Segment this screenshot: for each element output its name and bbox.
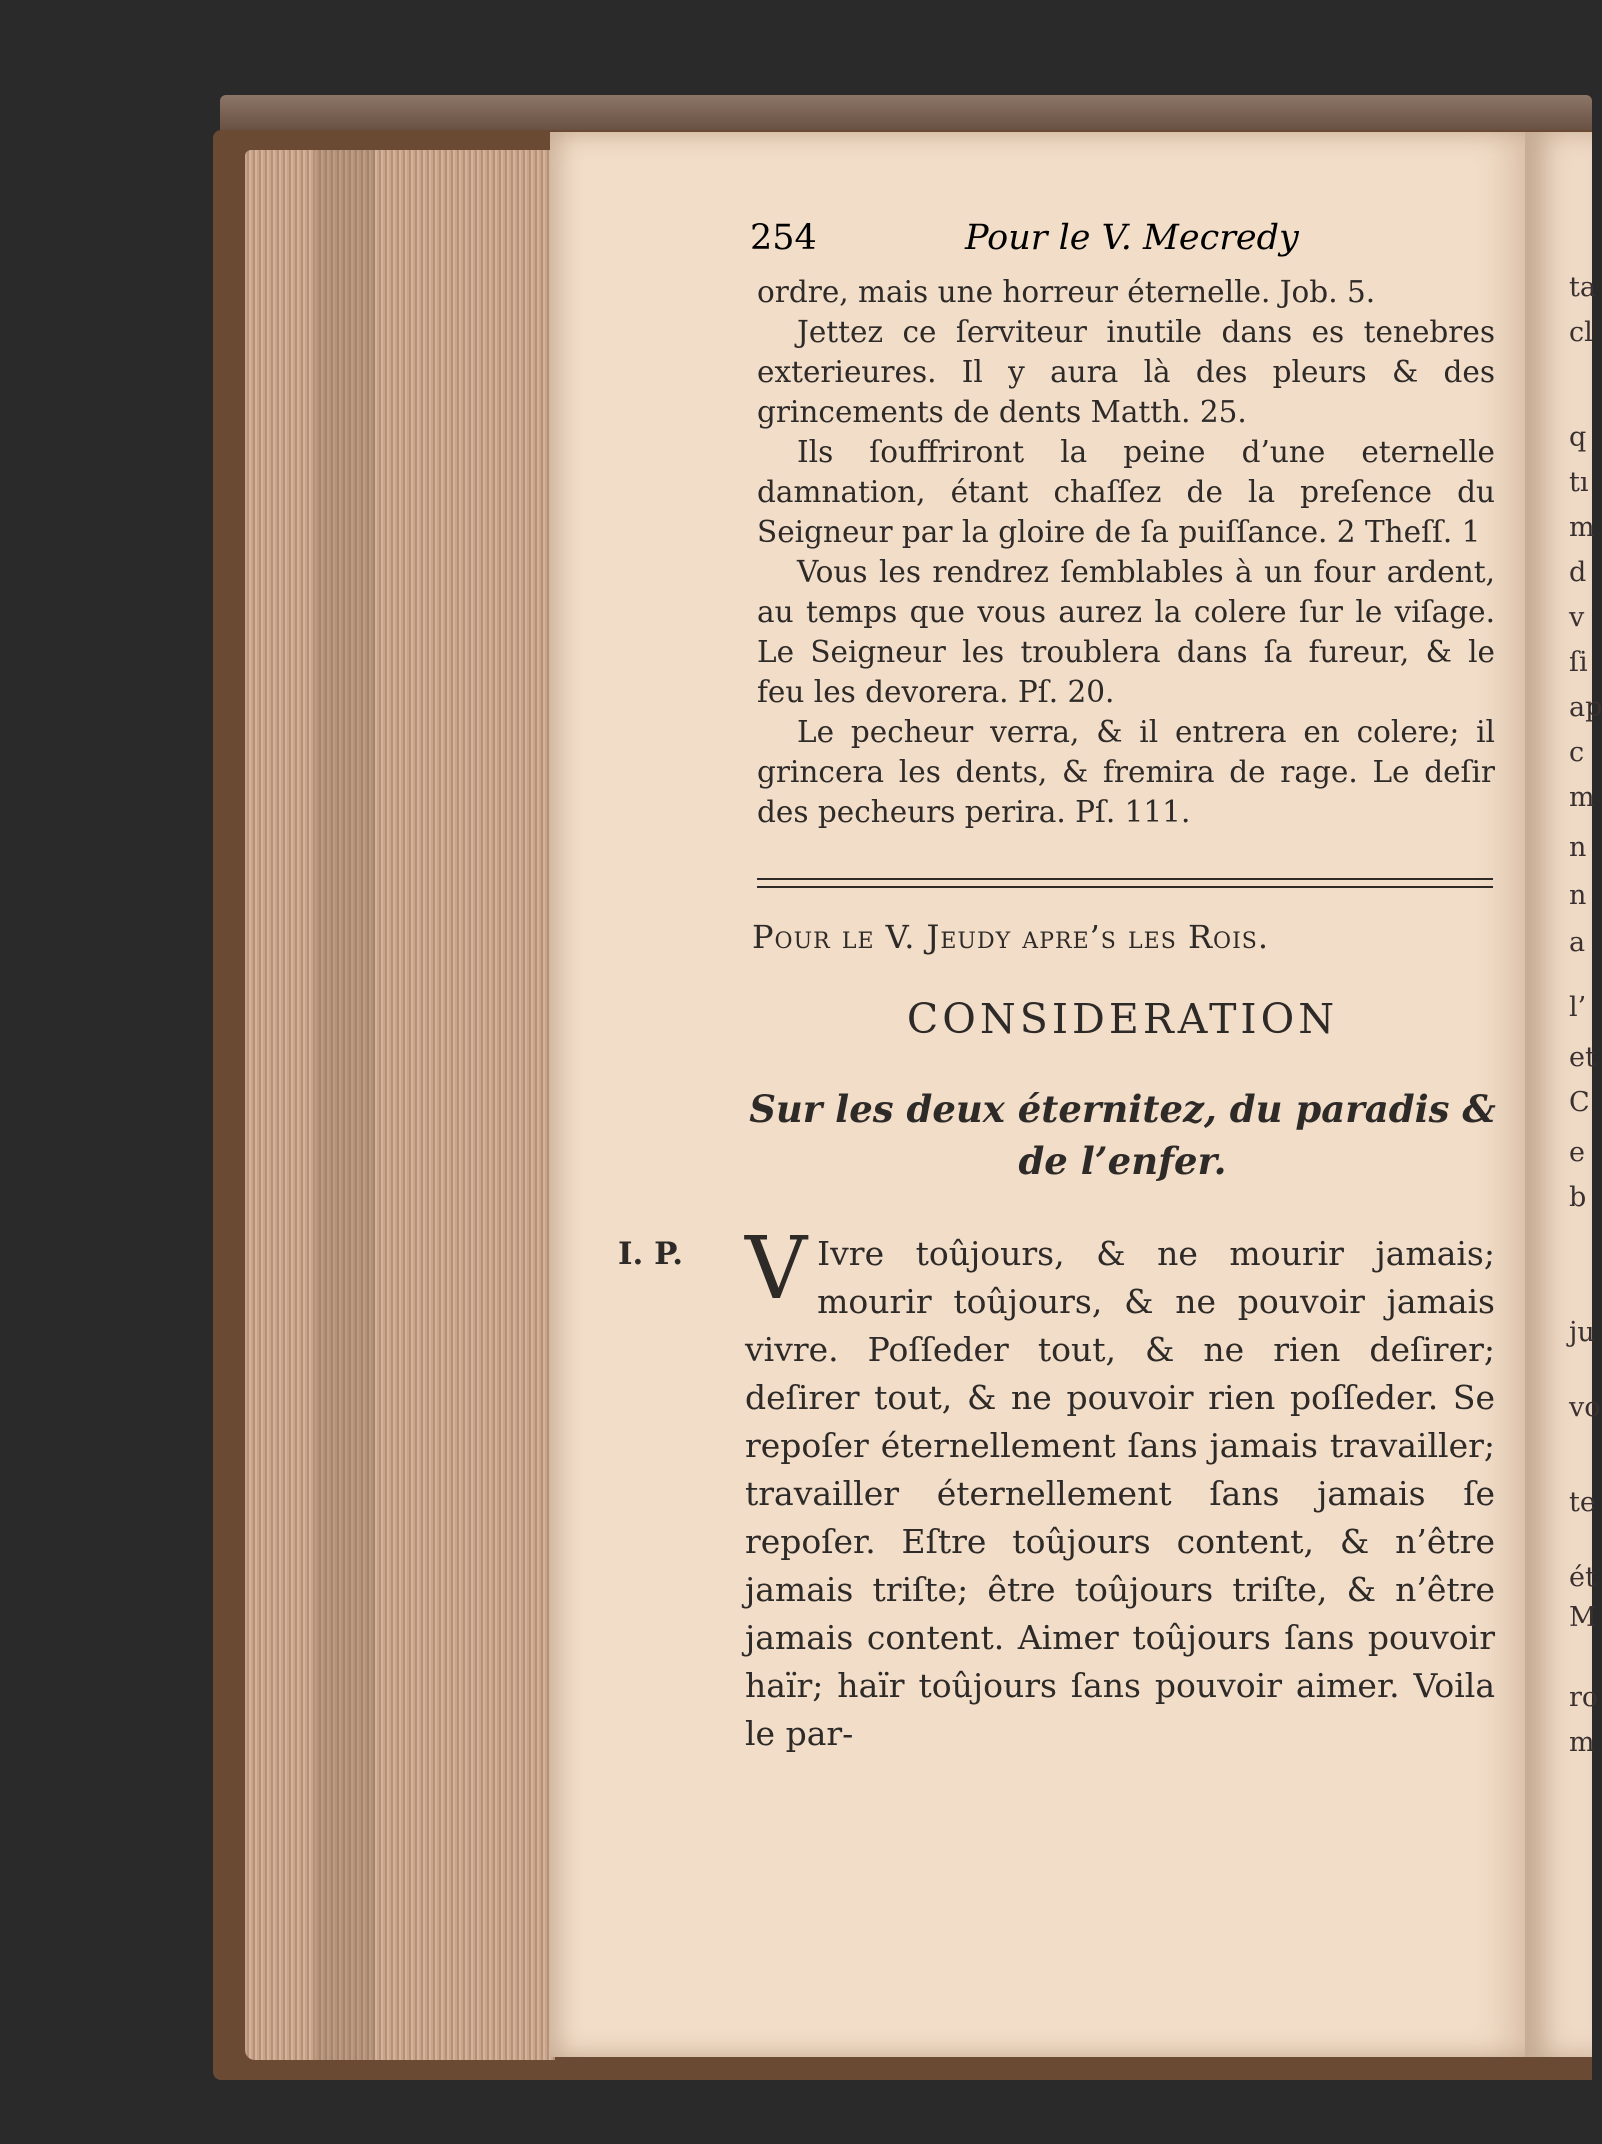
next-page-fragment: C [1569, 1087, 1590, 1118]
next-page-fragment: ap [1569, 692, 1602, 723]
paragraph: Ils ſouffriront la peine d’une eternelle damnation, étant chaſſez de la preſence du Seigneur par la gloire de ſa puiſſance. 2 Theſſ. 1 [757, 435, 1495, 549]
section-divider [757, 878, 1493, 888]
page-number: 254 [750, 218, 817, 258]
next-page-fragment: v [1569, 602, 1585, 633]
next-page-fragment: te [1569, 1487, 1596, 1518]
next-page-fragment: ju [1569, 1317, 1595, 1348]
next-page-fragment: et [1569, 1042, 1596, 1073]
next-page-edge [1525, 132, 1602, 2057]
running-head [750, 218, 1320, 264]
next-page-fragment: ro [1569, 1682, 1599, 1713]
next-page-fragment: m [1569, 512, 1595, 543]
paragraph: Le pecheur verra, & il entrera en colere; il grincera les dents, & fremira de rage. Le deſir des pecheurs perira. Pſ. 111. [757, 715, 1495, 829]
consideration-title: CONSIDERATION [906, 995, 1339, 1043]
next-page-fragment: e [1569, 1137, 1585, 1168]
page-edges [245, 150, 555, 2060]
running-title: Pour le V. Mecredy [965, 218, 1299, 258]
section-heading: Pour le V. Jeudy apre’s les Rois. [752, 918, 1270, 956]
paragraph: ordre, mais une horreur éternelle. Job. 5. [757, 275, 1376, 309]
next-page-fragment: a [1569, 927, 1586, 958]
next-page-fragment: vo [1569, 1392, 1601, 1423]
next-page-fragment: c [1569, 737, 1585, 768]
main-paragraph-text: Ivre toûjours, & ne mourir jamais; mourir toûjours, & ne pouvoir jamais vivre. Poſſeder tout, & ne rien deſirer; deſirer tout, & ne pouvoir rien poſſeder. Se repoſer éternellement ſans jamais travailler; travailler éternellement ſans jamais ſe repoſer. Eſtre toûjours content, & n’être jamais triſte; être toûjours triſte, & n’être jamais content. Aimer toûjours ſans pouvoir haïr; haïr toûjours ſans pouvoir aimer. Voila le par- [745, 1234, 1495, 1753]
next-page-fragment: n [1569, 832, 1587, 863]
next-page-fragment: ta [1569, 272, 1596, 303]
margin-point-label: I. P. [618, 1236, 684, 1272]
next-page-fragment: b [1569, 1182, 1587, 1213]
next-page-fragment: q [1569, 422, 1587, 453]
next-page-fragment: l’ [1569, 992, 1587, 1023]
top-text-block [757, 272, 1495, 832]
next-page-fragment: m [1569, 782, 1595, 813]
next-page-fragment: ſi [1569, 647, 1588, 678]
drop-cap: V [745, 1219, 808, 1319]
next-page-fragment: ét [1569, 1562, 1596, 1593]
next-page-fragment: m [1569, 1727, 1595, 1758]
paragraph: Jettez ce ſerviteur inutile dans es tenebres exterieures. Il y aura là des pleurs & des grincements de dents Matth. 25. [757, 315, 1495, 429]
next-page-fragment: d [1569, 557, 1587, 588]
next-page-fragment: cl [1569, 317, 1593, 348]
consideration-subtitle: Sur les deux éternitez, du paradis & de l’enfer. [749, 1087, 1496, 1183]
next-page-fragment: tı [1569, 467, 1589, 498]
next-page-fragment: M [1569, 1602, 1597, 1633]
main-paragraph [745, 1219, 1495, 1758]
paragraph: Vous les rendrez ſemblables à un four ardent, au temps que vous aurez la colere ſur le viſage. Le Seigneur les troublera dans ſa fureur, & le feu les devorera. Pſ. 20. [757, 555, 1495, 709]
next-page-fragment: n [1569, 880, 1587, 911]
